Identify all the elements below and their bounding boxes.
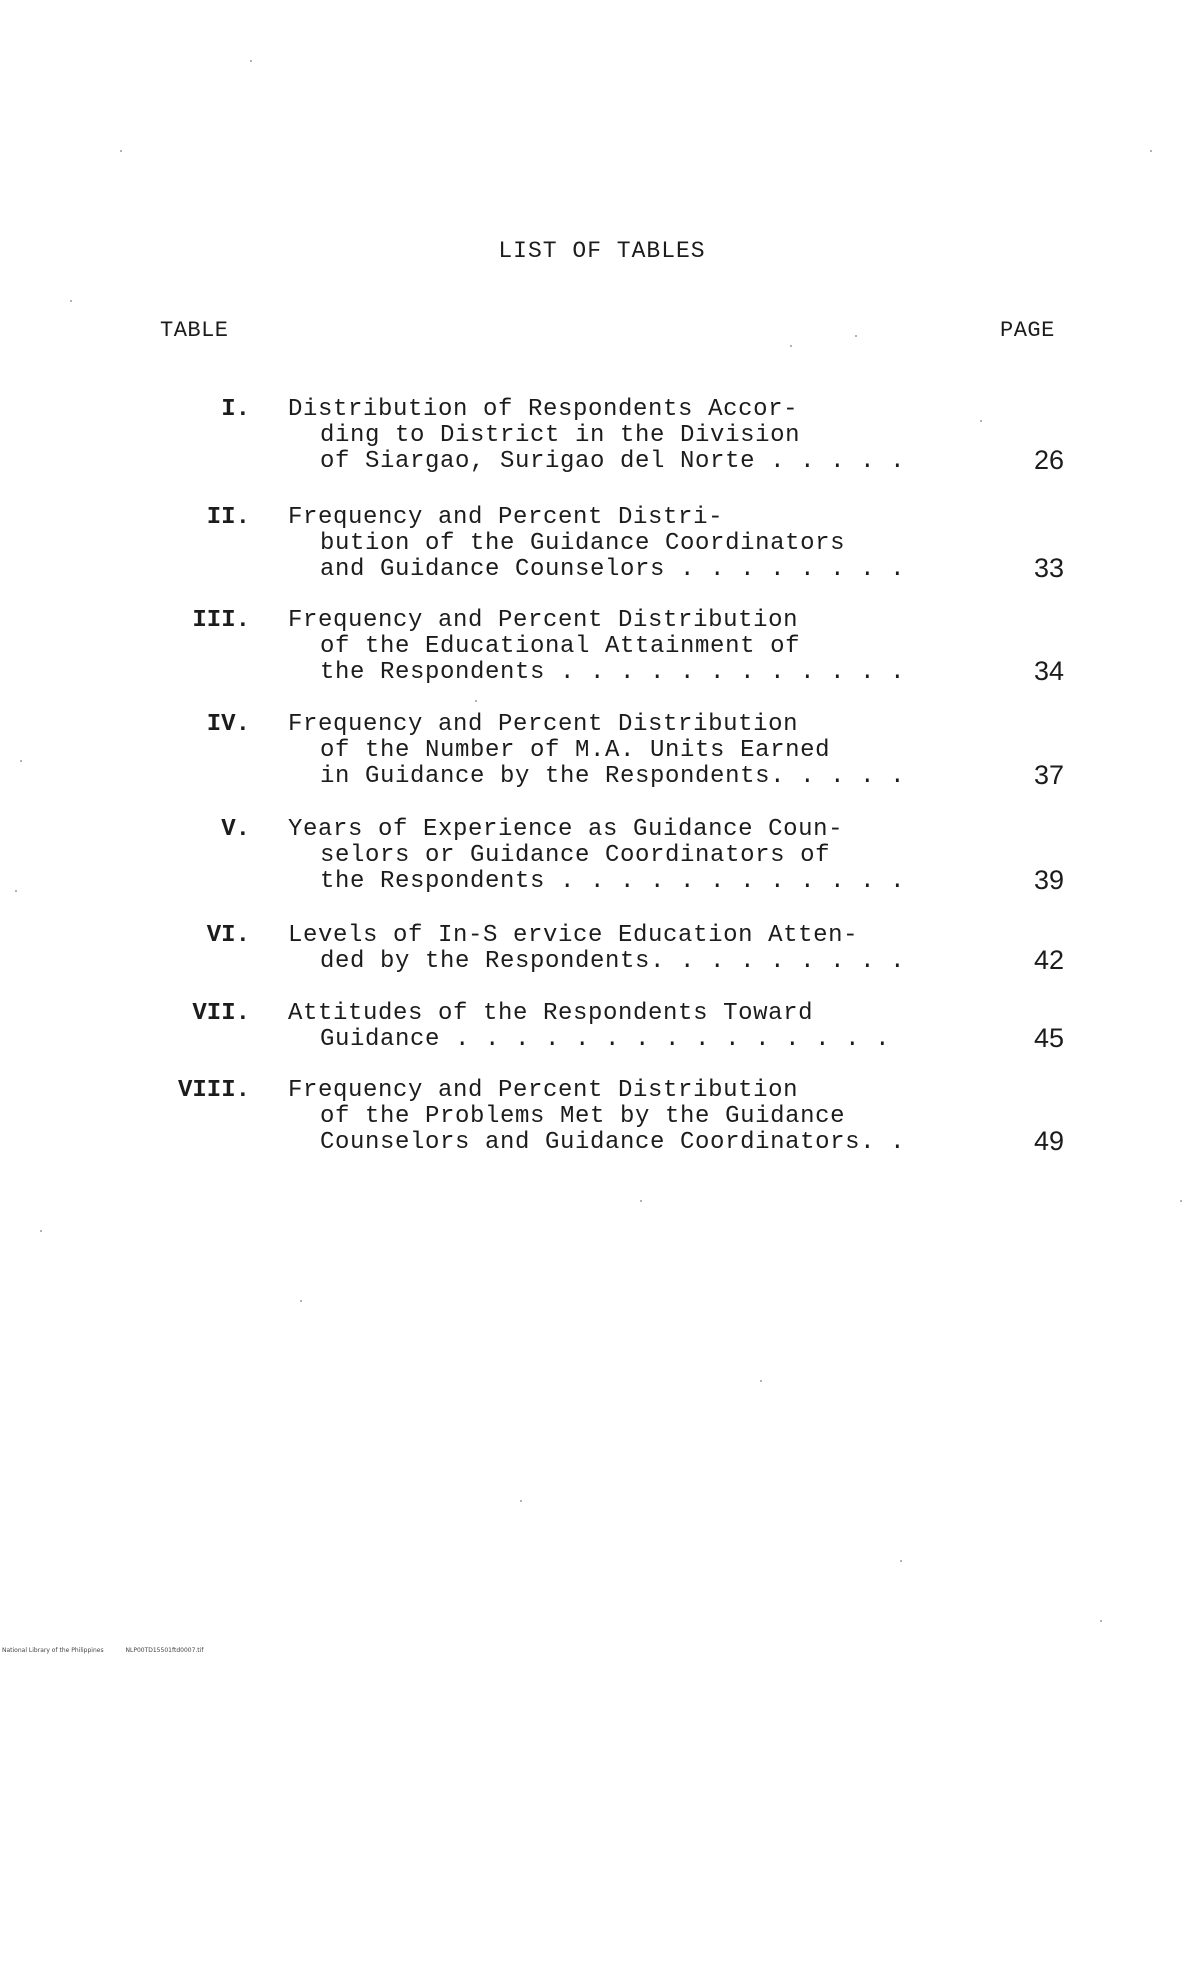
entry-line: Frequency and Percent Distribution <box>288 607 799 634</box>
entry-line: of the Number of M.A. Units Earned <box>320 737 831 764</box>
entry-line: and Guidance Counselors . . . . . . . . <box>320 556 906 583</box>
entry-line: of the Educational Attainment of <box>320 633 801 660</box>
table-numeral: V. <box>221 816 250 843</box>
entry-line: Frequency and Percent Distribution <box>288 1077 799 1104</box>
table-numeral: VII. <box>192 1000 250 1027</box>
table-numeral: I. <box>221 396 250 423</box>
table-numeral: IV. <box>206 711 250 738</box>
entry-line: the Respondents . . . . . . . . . . . . <box>320 659 906 686</box>
table-numeral: VI. <box>206 922 250 949</box>
entry-line: the Respondents . . . . . . . . . . . . <box>320 868 906 895</box>
page-number: 42 <box>1033 945 1064 975</box>
column-header-page: PAGE <box>1000 318 1055 343</box>
page-number: 33 <box>1033 553 1064 583</box>
footer-file: NLP00TD15501ftd0007.tif <box>125 1647 204 1654</box>
entry-line: Guidance . . . . . . . . . . . . . . . <box>320 1026 891 1053</box>
entry-line: bution of the Guidance Coordinators <box>320 530 846 557</box>
entry-line: Attitudes of the Respondents Toward <box>288 1000 814 1027</box>
entry-line: Frequency and Percent Distribution <box>288 711 799 738</box>
page-number: 39 <box>1033 865 1064 895</box>
table-numeral: VIII. <box>177 1077 250 1104</box>
entry-line: Years of Experience as Guidance Coun- <box>288 816 844 843</box>
entry-line: ding to District in the Division <box>320 422 801 449</box>
entry-line: of Siargao, Surigao del Norte . . . . . <box>320 448 906 475</box>
entry-line: ded by the Respondents. . . . . . . . . <box>320 948 906 975</box>
entry-line: Distribution of Respondents Accor- <box>288 396 799 423</box>
entry-line: selors or Guidance Coordinators of <box>320 842 831 869</box>
entry-line: Counselors and Guidance Coordinators. . <box>320 1129 906 1156</box>
page-number: 37 <box>1033 760 1064 790</box>
page-number: 49 <box>1033 1126 1064 1156</box>
scan-footer <box>2 1647 223 1654</box>
entry-line: in Guidance by the Respondents. . . . . <box>320 763 906 790</box>
page-number: 34 <box>1033 656 1064 686</box>
page-number: 45 <box>1033 1023 1064 1053</box>
entry-line: Levels of In-S ervice Education Atten- <box>288 922 859 949</box>
entry-line: Frequency and Percent Distri- <box>288 504 724 531</box>
column-header-table: TABLE <box>160 318 229 343</box>
footer-source: National Library of the Philippines <box>2 1647 104 1654</box>
page-number: 26 <box>1033 445 1064 475</box>
table-numeral: II. <box>206 504 250 531</box>
table-numeral: III. <box>192 607 250 634</box>
entry-line: of the Problems Met by the Guidance <box>320 1103 846 1130</box>
document-title: LIST OF TABLES <box>498 238 706 264</box>
